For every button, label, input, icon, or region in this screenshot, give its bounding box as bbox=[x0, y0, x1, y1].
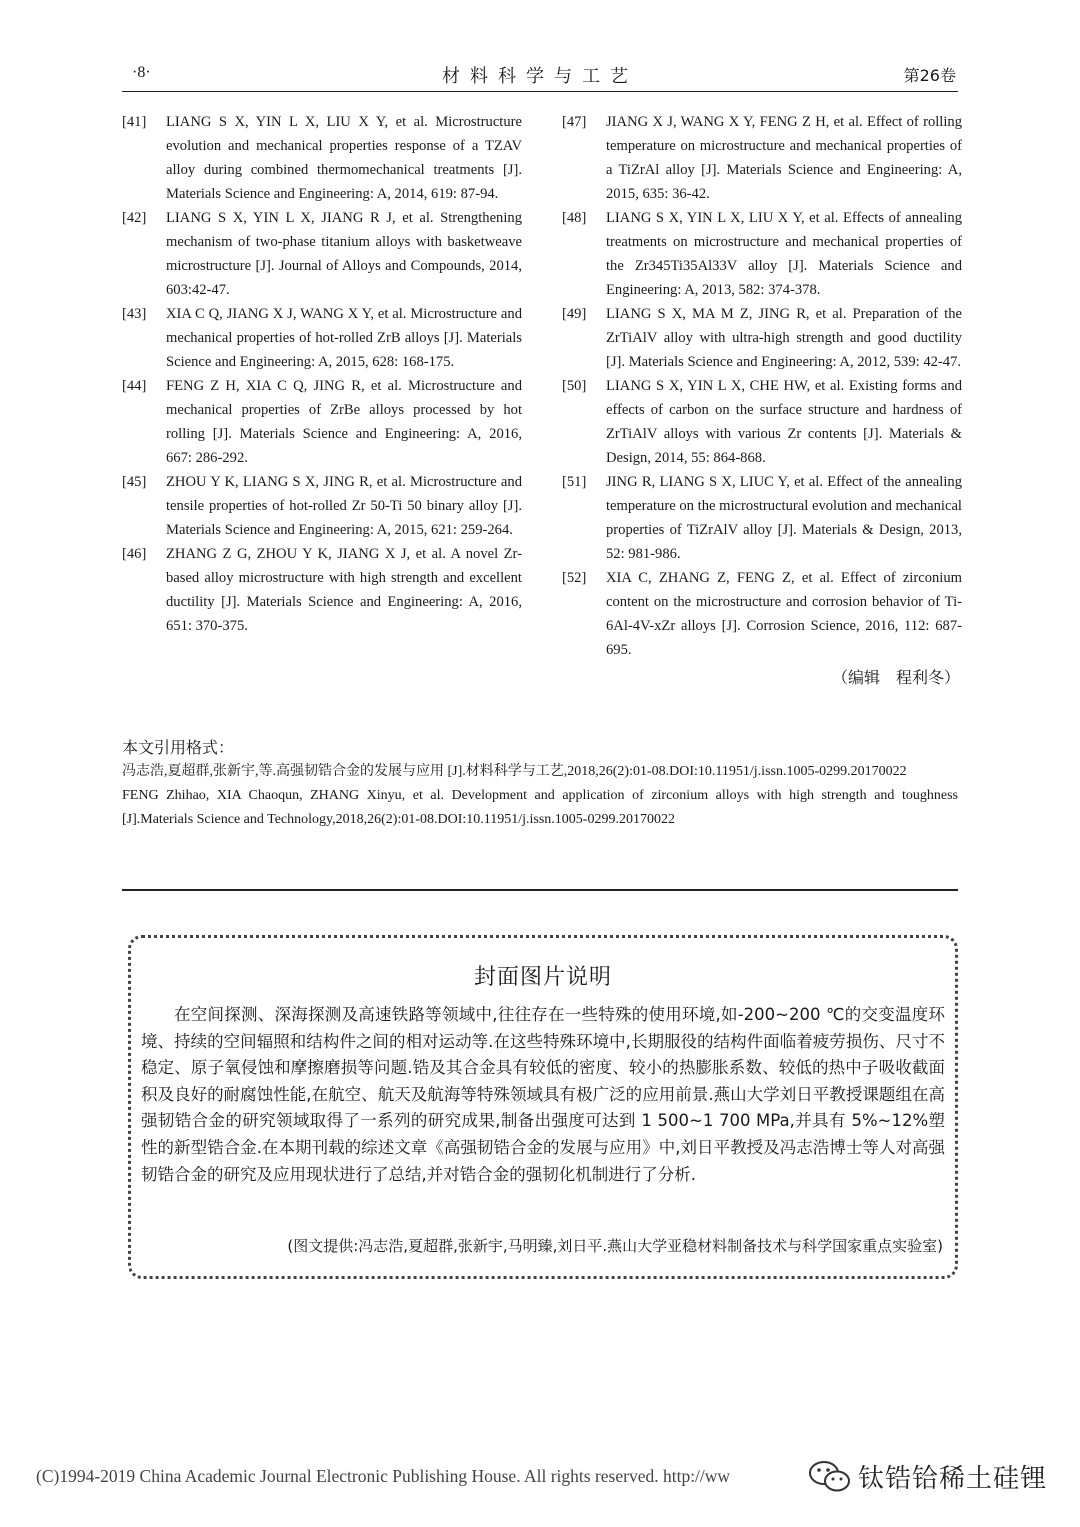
reference-item: [52] XIA C, ZHANG Z, FENG Z, et al. Effect of zirconium content on the microstructure and corrosion behavior of Ti-6Al-4V-xZr alloys [J]. Corrosion Science, 2016, 112: 687-695. bbox=[562, 570, 962, 658]
citation-title: 本文引用格式： bbox=[122, 738, 235, 757]
reference-item: [48] LIANG S X, YIN L X, LIU X Y, et al. Effects of annealing treatments on microstructure and mechanical properties of the Zr345Ti35Al33V alloy [J]. Materials Science and Engineering: A, 2013, 582: 374-378. bbox=[562, 210, 962, 298]
cover-credit: (图文提供:冯志浩,夏超群,张新宇,马明臻,刘日平.燕山大学亚稳材料制备技术与科学国家重点实验室) bbox=[287, 1237, 943, 1255]
page-header bbox=[122, 60, 958, 90]
reference-item: [46] ZHANG Z G, ZHOU Y K, JIANG X J, et al. A novel Zr-based alloy microstructure with high strength and excellent ductility [J]. Materials Science and Engineering: A, 2016, 651: 370-375. bbox=[122, 546, 522, 634]
reference-item: [47] JIANG X J, WANG X Y, FENG Z H, et al. Effect of rolling temperature on microstructure and mechanical properties of a TiZrAl alloy [J]. Materials Science and Engineering: A, 2015, 635: 36-42. bbox=[562, 114, 962, 202]
watermark-text: 钛锆铪稀土硅锂 bbox=[858, 1464, 1048, 1494]
reference-item: [51] JING R, LIANG S X, LIUC Y, et al. Effect of the annealing temperature on the microstructural evolution and mechanical properties of TiZrAlV alloy [J]. Materials & Design, 2013, 52: 981-986. bbox=[562, 474, 962, 562]
cover-description-box bbox=[128, 935, 958, 1279]
cover-body: 在空间探测、深海探测及高速铁路等领域中,往往存在一些特殊的使用环境,如-200~200 ℃的交变温度环境、持续的空间辐照和结构件之间的相对运动等.在这些特殊环境中,长期服役的结构件面临着疲劳损伤、尺寸不稳定、原子氧侵蚀和摩擦磨损等问题.锆及其合金具有较低的密度、较小的热膨胀系数、较低的热中子吸收截面积及良好的耐腐蚀性能,在航空、航天及航海等特殊领域具有极广泛的应用前景.燕山大学刘日平教授课题组在高强韧锆合金的研究领域取得了一系列的研究成果,制备出强度可达到 1 500~1 700 MPa,并具有 5%~12%塑性的新型锆合金.在本期刊载的综述文章《高强韧锆合金的发展与应用》中,刘日平教授及冯志浩博士等人对高强韧锆合金的研究及应用现状进行了总结,并对锆合金的强韧化机制进行了分析. bbox=[141, 1005, 945, 1184]
journal-title: 材料科学与工艺 bbox=[442, 66, 638, 87]
reference-item: [41] LIANG S X, YIN L X, LIU X Y, et al. Microstructure evolution and mechanical properties response of a TZAV alloy during combined thermomechanical treatments [J]. Materials Science and Engineering: A, 2014, 619: 87-94. bbox=[122, 114, 522, 202]
wechat-icon bbox=[808, 1459, 852, 1495]
reference-item: [50] LIANG S X, YIN L X, CHE HW, et al. Existing forms and effects of carbon on the surface structure and hardness of ZrTiAlV alloys with various Zr contents [J]. Materials & Design, 2014, 55: 864-868. bbox=[562, 378, 962, 466]
section-divider bbox=[122, 889, 958, 891]
references-right-column bbox=[562, 110, 962, 690]
volume-label: 第26卷 bbox=[903, 66, 956, 85]
copyright-footer: (C)1994-2019 China Academic Journal Electronic Publishing House. All rights reserved. http://ww bbox=[36, 1466, 731, 1486]
citation-english: FENG Zhihao, XIA Chaoqun, ZHANG Xinyu, et al. Development and application of zirconium alloys with high strength and toughness [J].Materials Science and Technology,2018,26(2):01-08.DOI:10.11951/j.issn.1005-0299.20170022 bbox=[122, 788, 958, 827]
reference-item: [42] LIANG S X, YIN L X, JIANG R J, et al. Strengthening mechanism of two-phase titanium alloys with basketweave microstructure [J]. Journal of Alloys and Compounds, 2014, 603:42-47. bbox=[122, 210, 522, 298]
citation-format bbox=[122, 736, 958, 832]
reference-item: [43] XIA C Q, JIANG X J, WANG X Y, et al. Microstructure and mechanical properties of hot-rolled ZrB alloys [J]. Materials Science and Engineering: A, 2015, 628: 168-175. bbox=[122, 306, 522, 370]
citation-chinese: 冯志浩,夏超群,张新宇,等.高强韧锆合金的发展与应用 [J].材料科学与工艺,2018,26(2):01-08.DOI:10.11951/j.issn.1005-0299.20170022 bbox=[122, 764, 907, 779]
wechat-watermark bbox=[808, 1458, 1047, 1495]
header-rule bbox=[122, 91, 958, 92]
references-left-column bbox=[122, 110, 522, 638]
editor-credit: （编辑 程利冬） bbox=[831, 668, 960, 687]
reference-item: [45] ZHOU Y K, LIANG S X, JING R, et al. Microstructure and tensile properties of hot-rolled Zr 50-Ti 50 binary alloy [J]. Materials Science and Engineering: A, 2015, 621: 259-264. bbox=[122, 474, 522, 538]
cover-title: 封面图片说明 bbox=[473, 965, 612, 990]
reference-item: [49] LIANG S X, MA M Z, JING R, et al. Preparation of the ZrTiAlV alloy with ultra-high strength and good ductility [J]. Materials Science and Engineering: A, 2012, 539: 42-47. bbox=[562, 306, 962, 370]
reference-item: [44] FENG Z H, XIA C Q, JING R, et al. Microstructure and mechanical properties of ZrBe alloys processed by hot rolling [J]. Materials Science and Engineering: A, 2016, 667: 286-292. bbox=[122, 378, 522, 466]
page-number: ·8· bbox=[132, 64, 151, 81]
